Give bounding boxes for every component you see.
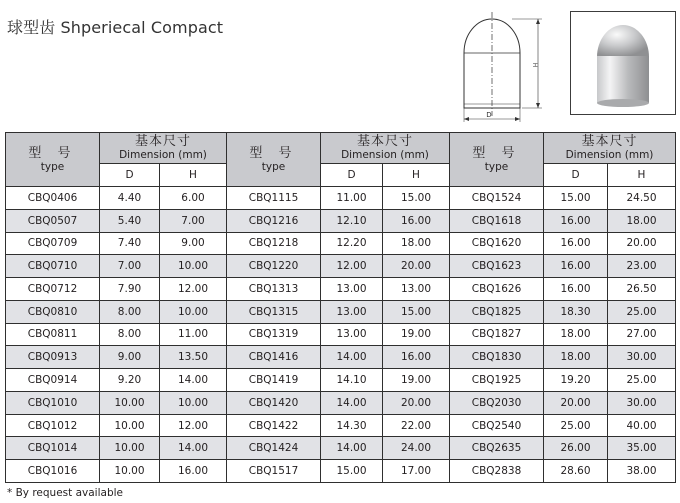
h-cell: 16.00: [383, 209, 450, 232]
h-cell: 30.00: [608, 391, 676, 414]
dimension-header-zh: 基本尺寸: [134, 134, 191, 149]
d-cell: 19.20: [544, 369, 608, 392]
h-cell: 15.00: [383, 187, 450, 210]
h-cell: 27.00: [608, 323, 676, 346]
dimension-header-1: [100, 133, 227, 164]
spec-table-body: [6, 187, 676, 483]
type-cell: CBQ1419: [227, 369, 321, 392]
type-cell: CBQ0507: [6, 209, 100, 232]
d-cell: 9.00: [100, 346, 160, 369]
d-cell: 18.00: [544, 346, 608, 369]
table-row: [6, 460, 676, 483]
col-d-header: D: [544, 164, 608, 187]
type-header-3: [450, 133, 544, 187]
h-cell: 6.00: [160, 187, 227, 210]
type-cell: CBQ1830: [450, 346, 544, 369]
type-cell: CBQ1313: [227, 278, 321, 301]
dimension-header-zh: 基本尺寸: [356, 134, 413, 149]
type-cell: CBQ2838: [450, 460, 544, 483]
h-cell: 16.00: [160, 460, 227, 483]
type-cell: CBQ1618: [450, 209, 544, 232]
d-cell: 16.00: [544, 278, 608, 301]
d-cell: 8.00: [100, 300, 160, 323]
type-cell: CBQ1315: [227, 300, 321, 323]
h-cell: 25.00: [608, 300, 676, 323]
spec-table: [5, 132, 676, 483]
h-cell: 38.00: [608, 460, 676, 483]
type-cell: CBQ1422: [227, 414, 321, 437]
type-cell: CBQ1524: [450, 187, 544, 210]
type-cell: CBQ1416: [227, 346, 321, 369]
table-row: [6, 278, 676, 301]
type-header-1: [6, 133, 100, 187]
type-cell: CBQ1620: [450, 232, 544, 255]
d-cell: 10.00: [100, 414, 160, 437]
d-cell: 14.30: [321, 414, 383, 437]
table-row: [6, 187, 676, 210]
col-h-header: H: [608, 164, 676, 187]
d-cell: 10.00: [100, 437, 160, 460]
d-cell: 13.00: [321, 278, 383, 301]
type-cell: CBQ1517: [227, 460, 321, 483]
type-cell: CBQ0913: [6, 346, 100, 369]
type-cell: CBQ1012: [6, 414, 100, 437]
type-cell: CBQ0811: [6, 323, 100, 346]
h-cell: 26.50: [608, 278, 676, 301]
h-cell: 18.00: [608, 209, 676, 232]
h-cell: 9.00: [160, 232, 227, 255]
h-cell: 14.00: [160, 369, 227, 392]
type-header-en: type: [484, 160, 509, 173]
type-cell: CBQ0709: [6, 232, 100, 255]
col-d-header: D: [100, 164, 160, 187]
compact-body: [597, 56, 649, 103]
h-cell: 19.00: [383, 369, 450, 392]
d-cell: 12.20: [321, 232, 383, 255]
compact-dome: [597, 25, 649, 57]
h-cell: 18.00: [383, 232, 450, 255]
type-cell: CBQ1925: [450, 369, 544, 392]
h-cell: 19.00: [383, 323, 450, 346]
d-cell: 7.00: [100, 255, 160, 278]
dimension-header-en: Dimension (mm): [565, 149, 654, 161]
table-row: [6, 300, 676, 323]
h-cell: 12.00: [160, 414, 227, 437]
d-arrow-right: [515, 117, 520, 121]
d-cell: 5.40: [100, 209, 160, 232]
table-row: [6, 414, 676, 437]
compact-photo: [571, 12, 675, 114]
compact-base: [597, 99, 649, 107]
type-header-en: type: [261, 160, 286, 173]
type-cell: CBQ1220: [227, 255, 321, 278]
col-d-header: D: [321, 164, 383, 187]
h-cell: 10.00: [160, 391, 227, 414]
d-arrow-left: [464, 117, 469, 121]
d-cell: 16.00: [544, 255, 608, 278]
page-title: 球型齿 Shperiecal Compact: [7, 18, 224, 37]
h-cell: 40.00: [608, 414, 676, 437]
h-cell: 35.00: [608, 437, 676, 460]
type-cell: CBQ2635: [450, 437, 544, 460]
type-cell: CBQ0810: [6, 300, 100, 323]
h-cell: 13.00: [383, 278, 450, 301]
type-cell: CBQ0914: [6, 369, 100, 392]
h-cell: 16.00: [383, 346, 450, 369]
h-cell: 30.00: [608, 346, 676, 369]
table-row: [6, 209, 676, 232]
d-cell: 10.00: [100, 391, 160, 414]
footnote: * By request available: [7, 487, 123, 499]
h-cell: 10.00: [160, 300, 227, 323]
table-row: [6, 255, 676, 278]
type-cell: CBQ1218: [227, 232, 321, 255]
type-cell: CBQ0406: [6, 187, 100, 210]
d-cell: 13.00: [321, 323, 383, 346]
compact-technical-drawing: [452, 8, 552, 124]
d-cell: 14.00: [321, 346, 383, 369]
d-cell: 13.00: [321, 300, 383, 323]
table-row: [6, 437, 676, 460]
h-cell: 13.50: [160, 346, 227, 369]
h-cell: 24.50: [608, 187, 676, 210]
type-header-zh: 型 号: [249, 145, 298, 161]
product-photo-frame: [570, 11, 676, 115]
type-cell: CBQ2540: [450, 414, 544, 437]
d-cell: 25.00: [544, 414, 608, 437]
type-cell: CBQ1010: [6, 391, 100, 414]
d-cell: 26.00: [544, 437, 608, 460]
type-cell: CBQ1827: [450, 323, 544, 346]
dimension-header-3: [544, 133, 676, 164]
type-cell: CBQ1014: [6, 437, 100, 460]
table-row: [6, 346, 676, 369]
d-cell: 7.40: [100, 232, 160, 255]
type-cell: CBQ1319: [227, 323, 321, 346]
type-header-zh: 型 号: [472, 145, 521, 161]
type-cell: CBQ1016: [6, 460, 100, 483]
col-h-header: H: [383, 164, 450, 187]
header-row-sub: [6, 164, 676, 187]
d-cell: 15.00: [321, 460, 383, 483]
dimension-header-zh: 基本尺寸: [581, 134, 638, 149]
h-cell: 15.00: [383, 300, 450, 323]
d-cell: 4.40: [100, 187, 160, 210]
h-cell: 20.00: [383, 391, 450, 414]
d-cell: 15.00: [544, 187, 608, 210]
d-cell: 12.00: [321, 255, 383, 278]
type-cell: CBQ1825: [450, 300, 544, 323]
h-cell: 12.00: [160, 278, 227, 301]
dimension-header-2: [321, 133, 450, 164]
table-row: [6, 232, 676, 255]
h-cell: 25.00: [608, 369, 676, 392]
h-arrow-bottom: [536, 103, 540, 108]
table-row: [6, 369, 676, 392]
d-cell: 14.10: [321, 369, 383, 392]
type-header-en: type: [40, 160, 65, 173]
type-header-2: [227, 133, 321, 187]
d-cell: 16.00: [544, 209, 608, 232]
h-cell: 20.00: [383, 255, 450, 278]
h-arrow-top: [536, 19, 540, 24]
table-row: [6, 323, 676, 346]
d-cell: 10.00: [100, 460, 160, 483]
d-label: D: [486, 111, 492, 119]
type-cell: CBQ0712: [6, 278, 100, 301]
type-header-zh: 型 号: [28, 145, 77, 161]
type-cell: CBQ1623: [450, 255, 544, 278]
h-cell: 24.00: [383, 437, 450, 460]
d-cell: 20.00: [544, 391, 608, 414]
d-cell: 7.90: [100, 278, 160, 301]
type-cell: CBQ2030: [450, 391, 544, 414]
d-cell: 16.00: [544, 232, 608, 255]
dimension-header-en: Dimension (mm): [341, 149, 429, 161]
h-cell: 11.00: [160, 323, 227, 346]
d-cell: 12.10: [321, 209, 383, 232]
d-cell: 14.00: [321, 437, 383, 460]
d-cell: 14.00: [321, 391, 383, 414]
h-cell: 14.00: [160, 437, 227, 460]
d-cell: 11.00: [321, 187, 383, 210]
d-cell: 9.20: [100, 369, 160, 392]
h-cell: 20.00: [608, 232, 676, 255]
dimension-header-en: Dimension (mm): [119, 149, 207, 161]
d-cell: 8.00: [100, 323, 160, 346]
d-cell: 18.00: [544, 323, 608, 346]
h-cell: 23.00: [608, 255, 676, 278]
d-cell: 18.30: [544, 300, 608, 323]
d-cell: 28.60: [544, 460, 608, 483]
type-cell: CBQ1420: [227, 391, 321, 414]
h-cell: 7.00: [160, 209, 227, 232]
h-cell: 17.00: [383, 460, 450, 483]
type-cell: CBQ1216: [227, 209, 321, 232]
type-cell: CBQ1424: [227, 437, 321, 460]
header-row-main: [6, 133, 676, 164]
type-cell: CBQ0710: [6, 255, 100, 278]
h-cell: 22.00: [383, 414, 450, 437]
type-cell: CBQ1626: [450, 278, 544, 301]
table-row: [6, 391, 676, 414]
h-cell: 10.00: [160, 255, 227, 278]
h-label: H: [531, 62, 538, 68]
col-h-header: H: [160, 164, 227, 187]
type-cell: CBQ1115: [227, 187, 321, 210]
